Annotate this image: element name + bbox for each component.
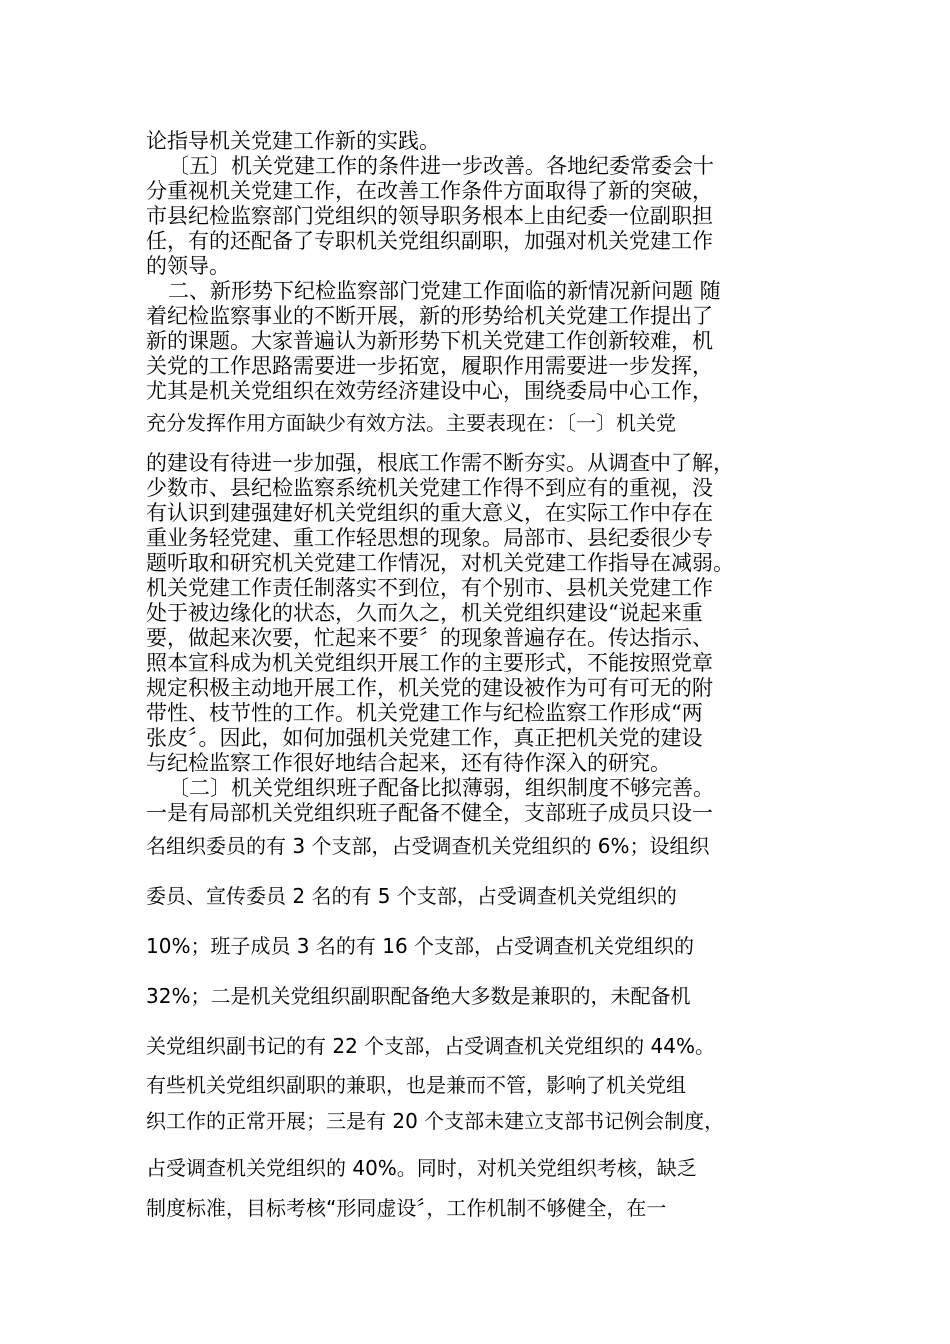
text-line: 的建设有待进一步加强，根底工作需不断夯实。从调查中了解，	[146, 451, 734, 475]
text-line: 充分发挥作用方面缺少有效方法。主要表现在：〔一〕机关党	[146, 411, 676, 435]
text-line: 与纪检监察工作很好地结合起来，还有待作深入的研究。	[146, 751, 671, 775]
text-line: 委员、宣传委员 2 名的有 5 个支部，占受调查机关党组织的	[146, 884, 677, 908]
text-line: 有认识到建强建好机关党组织的重大意义，在实际工作中存在	[146, 501, 713, 525]
text-line: 有些机关党组织副职的兼职，也是兼而不管，影响了机关党组	[146, 1073, 686, 1097]
text-line: 一是有局部机关党组织班子配备不健全，支部班子成员只设一	[146, 801, 713, 825]
text-line: 32%；二是机关党组织副职配备绝大多数是兼职的，未配备机	[146, 984, 691, 1008]
text-line: 名组织委员的有 3 个支部，占受调查机关党组织的 6%；设组织	[146, 834, 710, 858]
text-line: 照本宣科成为机关党组织开展工作的主要形式，不能按照党章	[146, 651, 713, 675]
text-line: 张皮〞。因此，如何加强机关党建工作，真正把机关党的建设	[146, 726, 703, 750]
text-line: 新的课题。大家普遍认为新形势下机关党建工作创新较难，机	[146, 329, 713, 353]
text-line: 要，做起来次要，忙起来不要〞的现象普遍存在。传达指示、	[146, 626, 713, 650]
text-line: 分重视机关党建工作，在改善工作条件方面取得了新的突破，	[146, 179, 713, 203]
text-line: 的领导。	[146, 254, 230, 278]
text-line: 少数市、县纪检监察系统机关党建工作得不到应有的重视，没	[146, 476, 713, 500]
text-line: 论指导机关党建工作新的实践。	[146, 129, 440, 153]
text-line: 重业务轻党建、重工作轻思想的现象。局部市、县纪委很少专	[146, 526, 713, 550]
text-line: 制度标准，目标考核“形同虚设〞，工作机制不够健全，在一	[146, 1196, 667, 1220]
text-line: 尤其是机关党组织在效劳经济建设中心，围绕委局中心工作，	[146, 379, 713, 403]
text-line: 着纪检监察事业的不断开展，新的形势给机关党建工作提出了	[146, 304, 713, 328]
text-line: 机关党建工作责任制落实不到位，有个别市、县机关党建工作	[146, 576, 713, 600]
text-line: 带性、枝节性的工作。机关党建工作与纪检监察工作形成“两	[146, 701, 703, 725]
text-line: 〔五〕机关党建工作的条件进一步改善。各地纪委常委会十	[168, 154, 714, 178]
text-line: 10%；班子成员 3 名的有 16 个支部，占受调查机关党组织的	[146, 934, 695, 958]
text-line: 关党的工作思路需要进一步拓宽，履职作用需要进一步发挥，	[146, 354, 713, 378]
text-line: 规定积极主动地开展工作，机关党的建设被作为可有可无的附	[146, 676, 713, 700]
text-line: 〔二〕机关党组织班子配备比拟薄弱，组织制度不够完善。	[168, 776, 714, 800]
text-line: 关党组织副书记的有 22 个支部，占受调查机关党组织的 44%。	[146, 1034, 715, 1058]
section-heading: 二、新形势下纪检监察部门党建工作面临的新情况新问题 随	[168, 279, 721, 303]
text-line: 市县纪检监察部门党组织的领导职务根本上由纪委一位副职担	[146, 204, 713, 228]
text-line: 题听取和研究机关党建工作情况，对机关党建工作指导在减弱。	[146, 551, 734, 575]
text-line: 处于被边缘化的状态，久而久之，机关党组织建设“说起来重	[146, 601, 703, 625]
text-line: 任，有的还配备了专职机关党组织副职，加强对机关党建工作	[146, 229, 713, 253]
text-line: 织工作的正常开展；三是有 20 个支部未建立支部书记例会制度，	[146, 1109, 725, 1133]
text-line: 占受调查机关党组织的 40%。同时，对机关党组织考核，缺乏	[146, 1156, 697, 1180]
